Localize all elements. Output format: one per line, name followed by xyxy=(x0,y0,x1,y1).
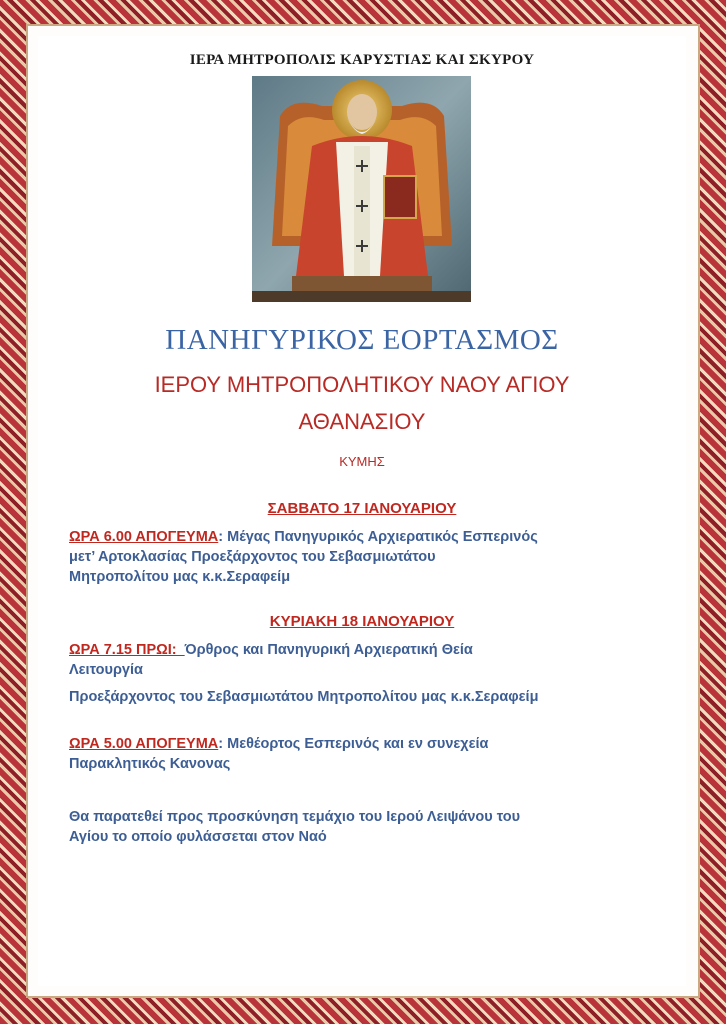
day2-text1: Όρθρος και Πανηγυρική Αρχιερατική Θεία Λειτουργία xyxy=(69,642,473,678)
church-name-line1: ΙΕΡΟΥ ΜΗΤΡΟΠΟΛΗΤΙΚΟΥ ΝΑΟΥ ΑΓΙΟΥ xyxy=(154,372,570,397)
city-name: ΚΥΜΗΣ xyxy=(339,454,385,469)
day1-time: ΩΡΑ 6.00 ΑΠΟΓΕΥΜΑ xyxy=(69,529,219,545)
day2-text2: Προεξάρχοντος του Σεβασμιωτάτου Μητροπολίτου μας κ.κ.Σεραφείμ xyxy=(69,689,539,705)
feast-title: ΠΑΝΗΓΥΡΙΚΟΣ ΕΟΡΤΑΣΜΟΣ xyxy=(165,324,559,356)
poster-page xyxy=(38,36,686,986)
metropolis-header: ΙΕΡΑ ΜΗΤΡΟΠΟΛΙΣ ΚΑΡΥΣΤΙΑΣ ΚΑΙ ΣΚΥΡΟΥ xyxy=(189,52,535,68)
church-name-line2: ΑΘΑΝΑΣΙΟΥ xyxy=(298,409,426,434)
day2-presiding xyxy=(69,687,539,707)
day1-vespers xyxy=(69,527,539,587)
day2-text3: : Μεθέορτος Εσπερινός και εν συνεχεία Παρακλητικός Κανονας xyxy=(69,736,489,772)
day2-time1: ΩΡΑ 7.15 ΠΡΩΙ: xyxy=(69,642,185,658)
day2-matins xyxy=(69,640,539,680)
relic-note: Θα παρατεθεί προς προσκύνηση τεμάχιο του Ιερού Λειψάνου του Αγίου το οποίο φυλάσσεται στον Ναό xyxy=(69,809,521,845)
day2-time2: ΩΡΑ 5.00 ΑΠΟΓΕΥΜΑ xyxy=(69,736,219,752)
day2-heading: ΚΥΡΙΑΚΗ 18 ΙΑΝΟΥΑΡΙΟΥ xyxy=(269,613,455,630)
day1-heading: ΣΑΒΒΑΤΟ 17 ΙΑΝΟΥΑΡΙΟΥ xyxy=(267,500,457,517)
saint-icon xyxy=(252,76,471,302)
day1-text: : Μέγας Πανηγυρικός Αρχιερατικός Εσπερινός μετ’ Αρτοκλασίας Προεξάρχοντος του Σεβασμιωτάτου Μητροπολίτου μας κ.κ.Σεραφείμ xyxy=(69,529,538,585)
day2-evening xyxy=(69,734,539,774)
